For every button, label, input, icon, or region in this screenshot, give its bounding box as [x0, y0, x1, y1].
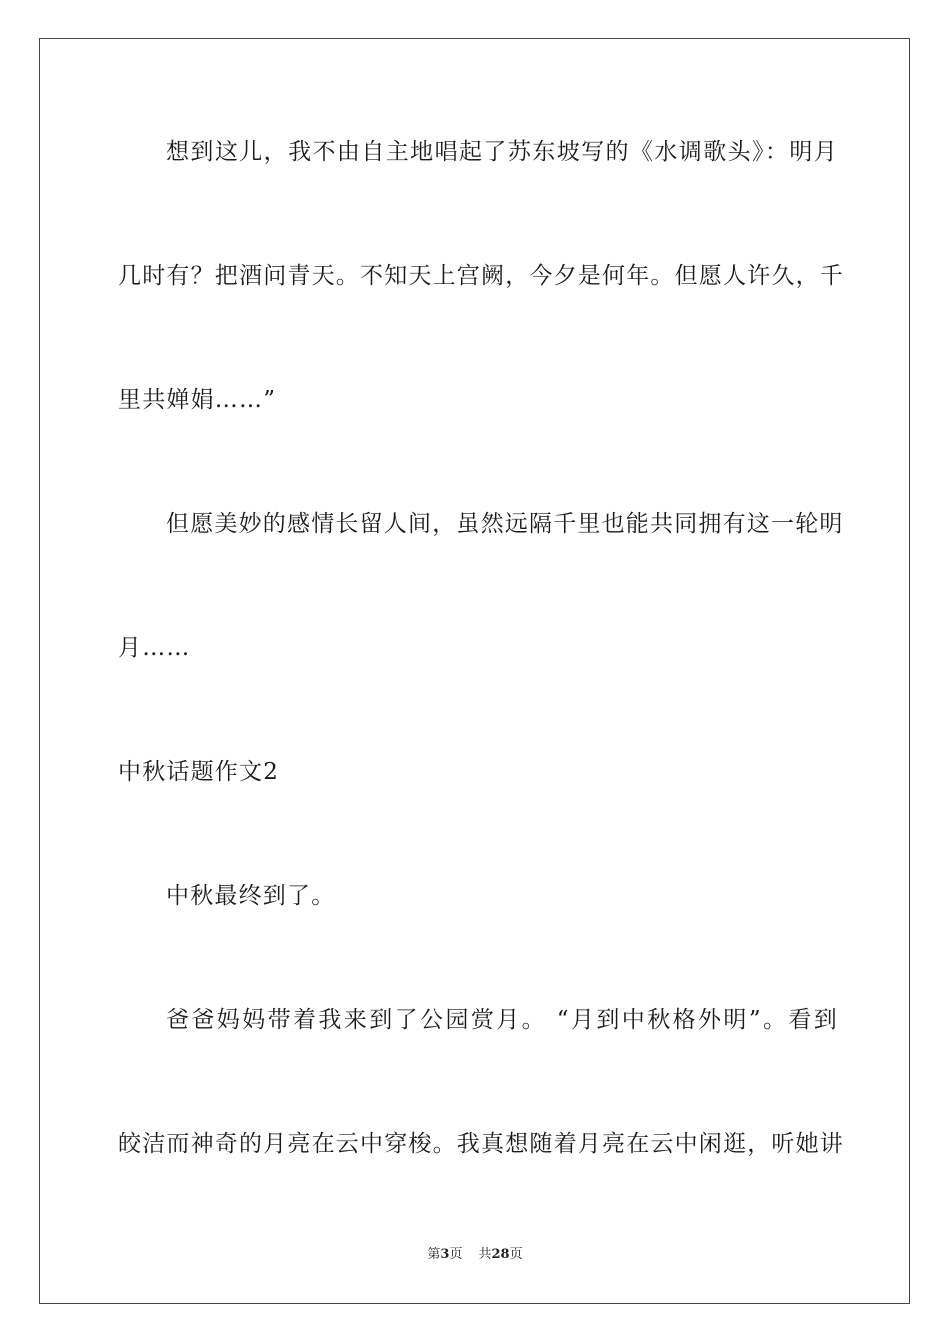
footer-total-prefix: 共 [478, 1247, 492, 1262]
footer-total-pages: 28 [491, 1247, 510, 1262]
paragraph-line-2: 几时有？把酒问青天。不知天上宫阙，今夕是何年。但愿人许久，千 [118, 263, 844, 289]
page-footer [0, 1246, 950, 1264]
footer-page-suffix: 页 [449, 1247, 463, 1262]
paragraph-line-1: 想到这儿，我不由自主地唱起了苏东坡写的《水调歌头》：明月 [166, 139, 838, 165]
footer-page-number: 3 [440, 1247, 450, 1262]
footer-page-prefix: 第 [427, 1247, 441, 1262]
paragraph-line-7: 爸爸妈妈带着我来到了公园赏月。 “月到中秋格外明”。看到 [166, 1007, 838, 1033]
paragraph-line-3: 里共婵娟……” [118, 387, 277, 413]
page-border [39, 38, 910, 1304]
paragraph-line-5: 月…… [118, 635, 191, 661]
paragraph-line-6: 中秋最终到了。 [166, 883, 336, 909]
footer-total-suffix: 页 [509, 1247, 523, 1262]
section-heading: 中秋话题作文2 [118, 759, 280, 785]
paragraph-line-4: 但愿美妙的感情长留人间，虽然远隔千里也能共同拥有这一轮明 [166, 511, 844, 537]
paragraph-line-8: 皎洁而神奇的月亮在云中穿梭。我真想随着月亮在云中闲逛，听她讲 [118, 1131, 844, 1157]
